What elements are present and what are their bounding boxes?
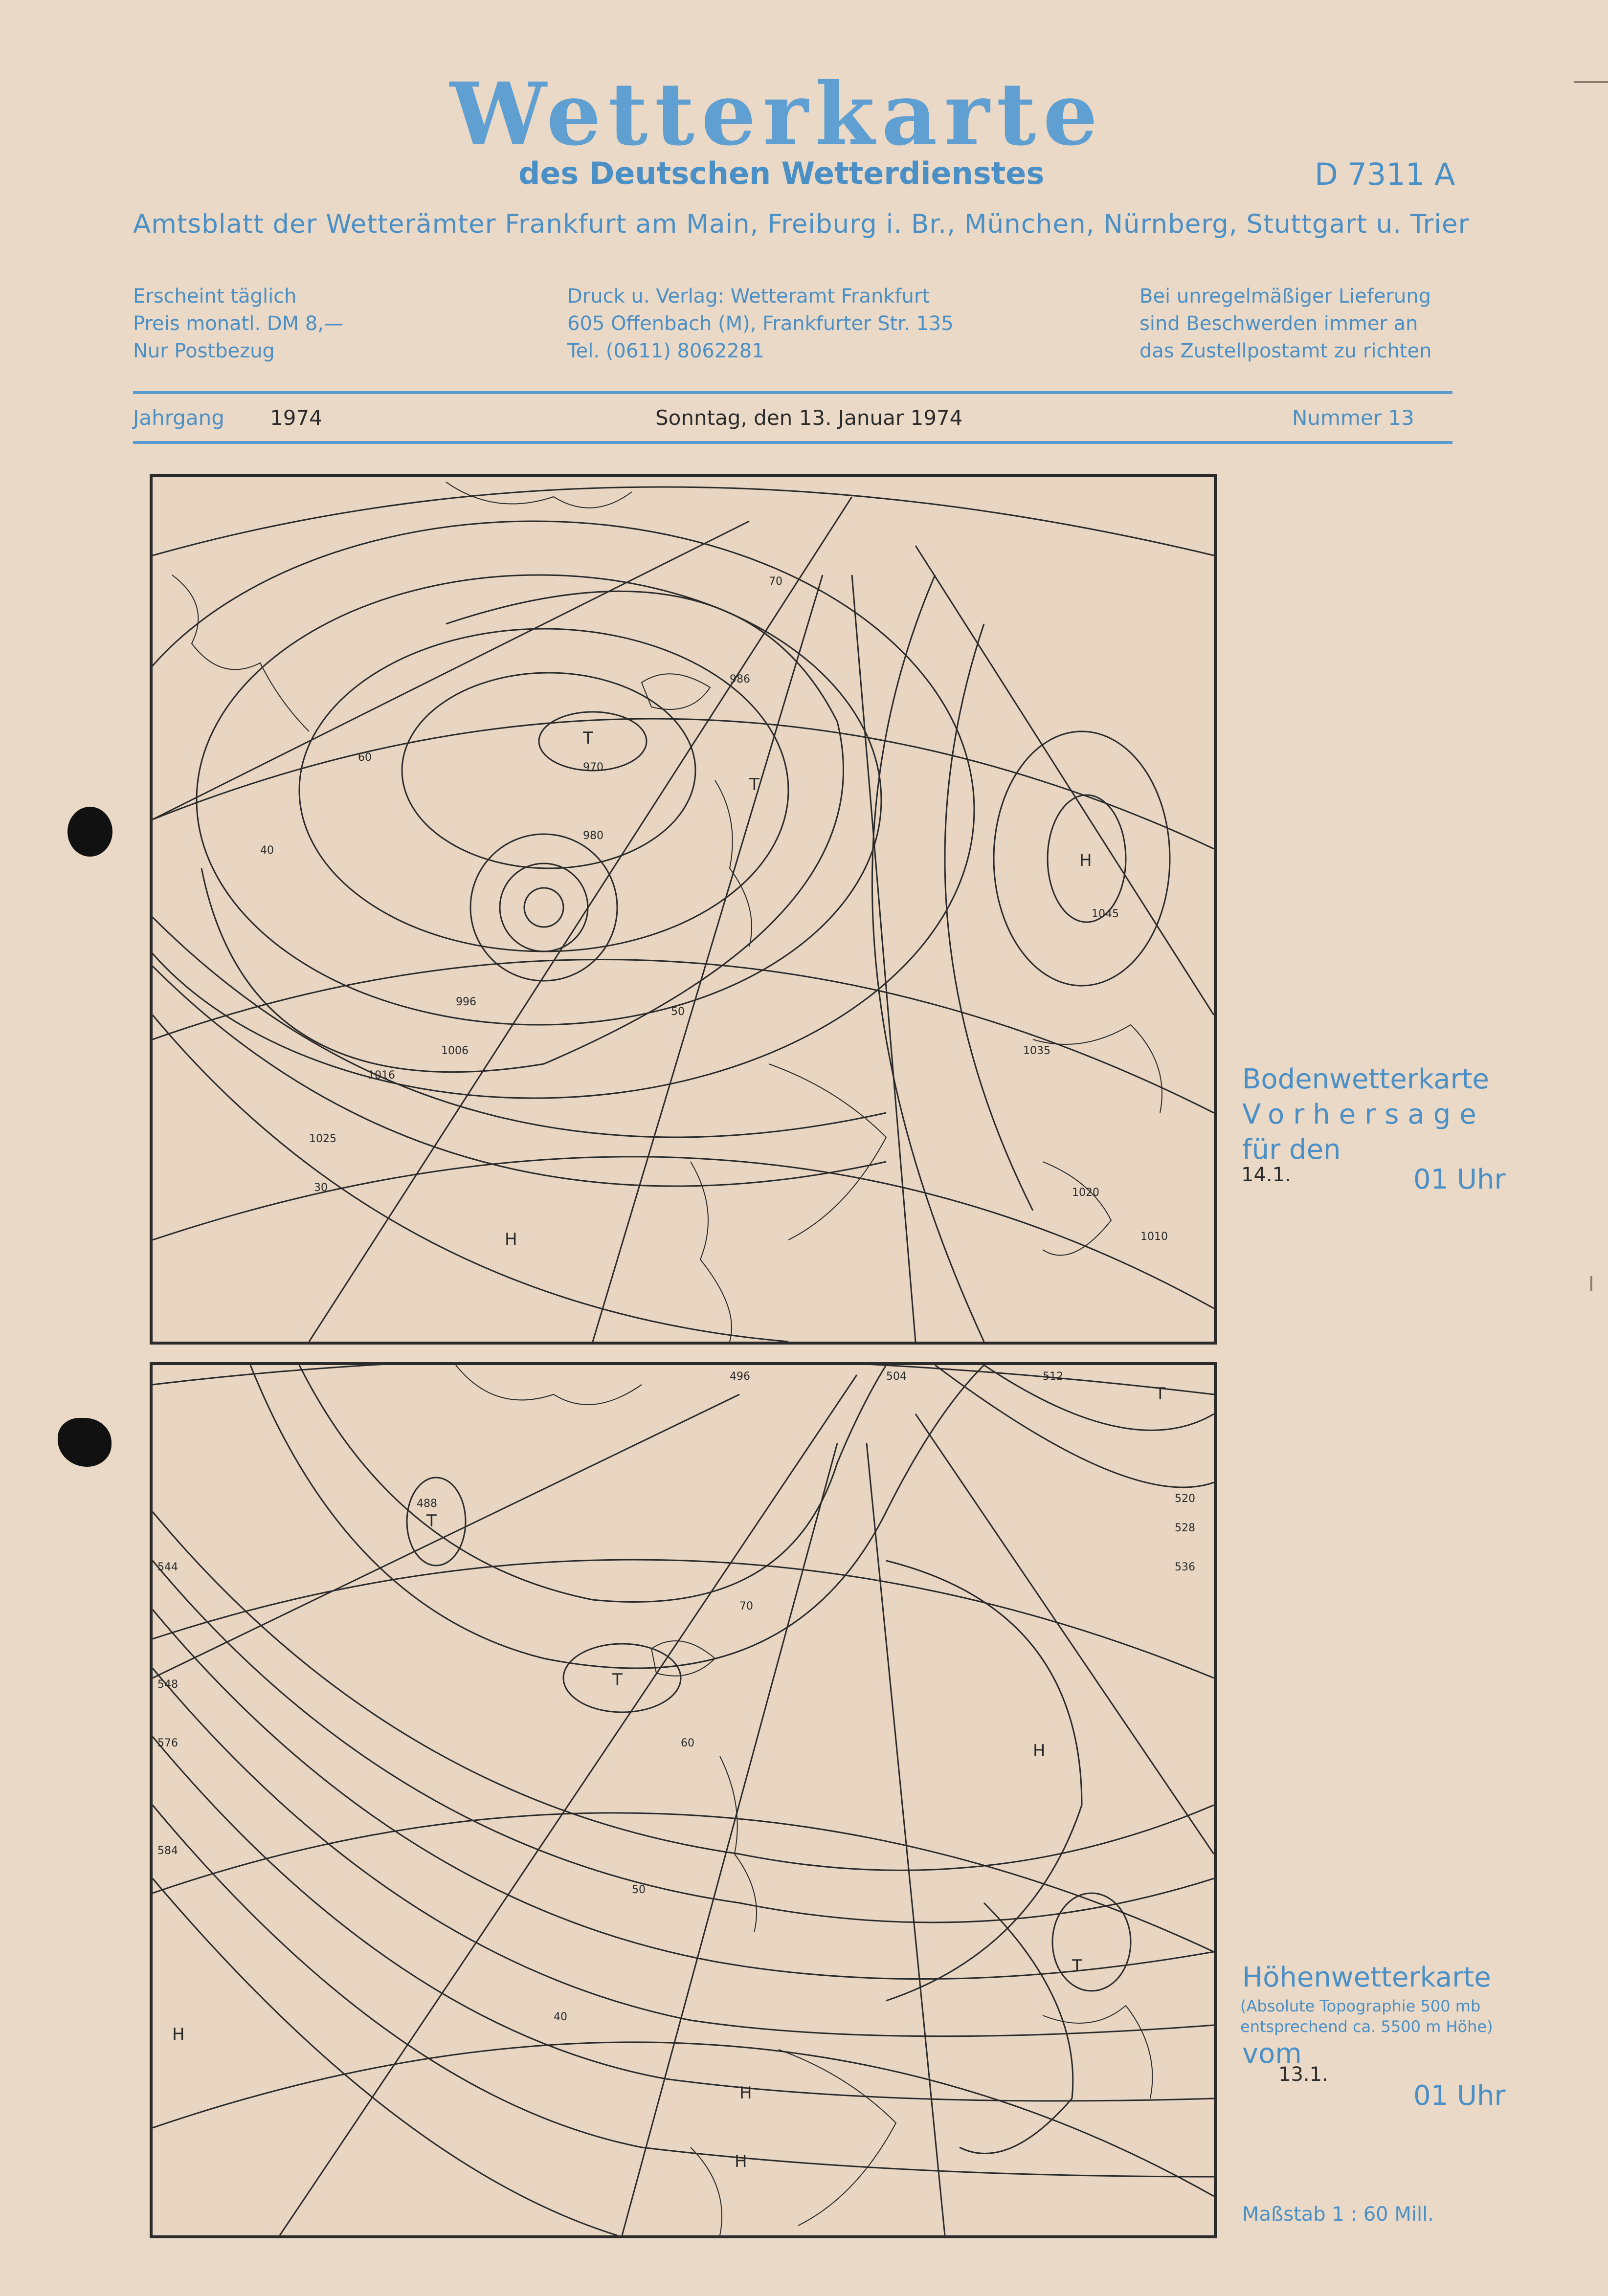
contour-label: 584 <box>157 1845 178 1857</box>
surface-map-drawing <box>153 477 1214 1342</box>
low-center-label: T <box>1155 1384 1165 1404</box>
info-line: 605 Offenbach (M), Frankfurter Str. 135 <box>567 312 954 335</box>
contour-label: 536 <box>1175 1561 1195 1573</box>
edge-mark <box>1590 1276 1592 1291</box>
upper-map-subcaption: entsprechend ca. 5500 m Höhe) <box>1240 2017 1493 2036</box>
surface-map-time: 01 Uhr <box>1413 1164 1506 1195</box>
issue-number: Nummer 13 <box>1292 406 1414 430</box>
punch-hole <box>67 807 112 857</box>
contour-label: 520 <box>1175 1493 1195 1505</box>
upper-map-date: 13.1. <box>1278 2063 1328 2086</box>
caption-line: Bodenwetterkarte <box>1242 1063 1490 1095</box>
upper-map-subcaption: (Absolute Topographie 500 mb <box>1240 1997 1481 2015</box>
isobar-label: 986 <box>730 673 750 685</box>
info-line: Tel. (0611) 8062281 <box>567 340 764 362</box>
latitude-label: 60 <box>358 751 372 764</box>
latitude-label: 30 <box>314 1182 328 1194</box>
contour-label: 548 <box>157 1678 178 1691</box>
isobar-label: 1016 <box>368 1069 395 1082</box>
caption-line: für den <box>1242 1134 1341 1166</box>
info-line: Preis monatl. DM 8,— <box>133 312 343 335</box>
upper-map-time: 01 Uhr <box>1413 2080 1506 2112</box>
masthead-title: Wetterkarte <box>450 64 1105 165</box>
edge-mark <box>1574 81 1608 83</box>
info-line: das Zustellpostamt zu richten <box>1139 340 1432 362</box>
isobar-label: 1020 <box>1072 1187 1099 1199</box>
low-pressure-label: T <box>583 729 593 748</box>
high-center-label: H <box>735 2152 747 2171</box>
contour-label: 528 <box>1175 1522 1195 1534</box>
info-line: Bei unregelmäßiger Lieferung <box>1139 285 1431 308</box>
masthead-subtitle: des Deutschen Wetterdienstes <box>518 155 1045 191</box>
official-gazette-line: Amtsblatt der Wetterämter Frankfurt am Main, Freiburg i. Br., München, Nürnberg, Stuttgart u. Trier <box>133 209 1470 239</box>
publication-info <box>133 283 343 365</box>
surface-map-caption <box>1242 1062 1489 1168</box>
latitude-label: 40 <box>554 2011 567 2023</box>
isobar-label: 970 <box>583 761 603 773</box>
latitude-label: 70 <box>739 1600 753 1612</box>
latitude-label: 70 <box>769 575 782 588</box>
map-scale: Maßstab 1 : 60 Mill. <box>1242 2203 1434 2226</box>
jahrgang-value: 1974 <box>270 406 322 430</box>
contour-label: 496 <box>730 1370 750 1383</box>
upper-map-vom: vom <box>1242 2038 1302 2070</box>
surface-weather-map <box>150 474 1217 1345</box>
contour-label: 488 <box>417 1498 437 1510</box>
high-pressure-label: H <box>505 1230 517 1249</box>
issue-code: D 7311 A <box>1315 156 1455 192</box>
delivery-info <box>1139 283 1431 365</box>
info-line: Erscheint täglich <box>133 285 297 308</box>
isobar-label: 1035 <box>1023 1045 1050 1057</box>
latitude-label: 40 <box>260 844 274 857</box>
high-pressure-label: H <box>1079 851 1092 870</box>
isobar-label: 980 <box>583 830 603 842</box>
low-center-label: T <box>1072 1956 1082 1976</box>
punch-hole <box>58 1418 112 1467</box>
surface-map-date: 14.1. <box>1241 1164 1291 1186</box>
contour-label: 504 <box>886 1370 907 1383</box>
low-pressure-label: T <box>749 775 759 795</box>
isobar-label: 1010 <box>1140 1231 1168 1243</box>
jahrgang-label: Jahrgang <box>133 406 224 430</box>
isobar-label: 996 <box>456 996 476 1008</box>
info-line: sind Beschwerden immer an <box>1139 312 1418 335</box>
contour-label: 576 <box>157 1737 178 1749</box>
info-line: Druck u. Verlag: Wetteramt Frankfurt <box>567 285 930 308</box>
isobar-label: 1045 <box>1092 908 1119 920</box>
latitude-label: 50 <box>632 1884 646 1896</box>
high-center-label: H <box>172 2025 185 2044</box>
contour-label: 544 <box>157 1561 178 1573</box>
dateline <box>133 406 1452 435</box>
low-center-label: T <box>612 1670 623 1690</box>
latitude-label: 60 <box>681 1737 694 1749</box>
high-center-label: H <box>1033 1741 1046 1761</box>
upper-air-map <box>150 1362 1217 2238</box>
contour-label: 512 <box>1043 1370 1063 1383</box>
isobar-label: 1006 <box>441 1045 469 1057</box>
info-line: Nur Postbezug <box>133 340 275 362</box>
upper-map-caption: Höhenwetterkarte <box>1242 1962 1491 1993</box>
publisher-info <box>567 283 954 365</box>
high-center-label: H <box>739 2083 752 2103</box>
divider <box>133 391 1452 394</box>
caption-line: Vorhersage <box>1242 1099 1485 1130</box>
low-center-label: T <box>426 1511 437 1531</box>
divider <box>133 441 1452 444</box>
upper-map-drawing <box>153 1365 1214 2235</box>
issue-date: Sonntag, den 13. Januar 1974 <box>655 406 963 430</box>
isobar-label: 1025 <box>309 1133 336 1145</box>
latitude-label: 50 <box>671 1006 685 1018</box>
